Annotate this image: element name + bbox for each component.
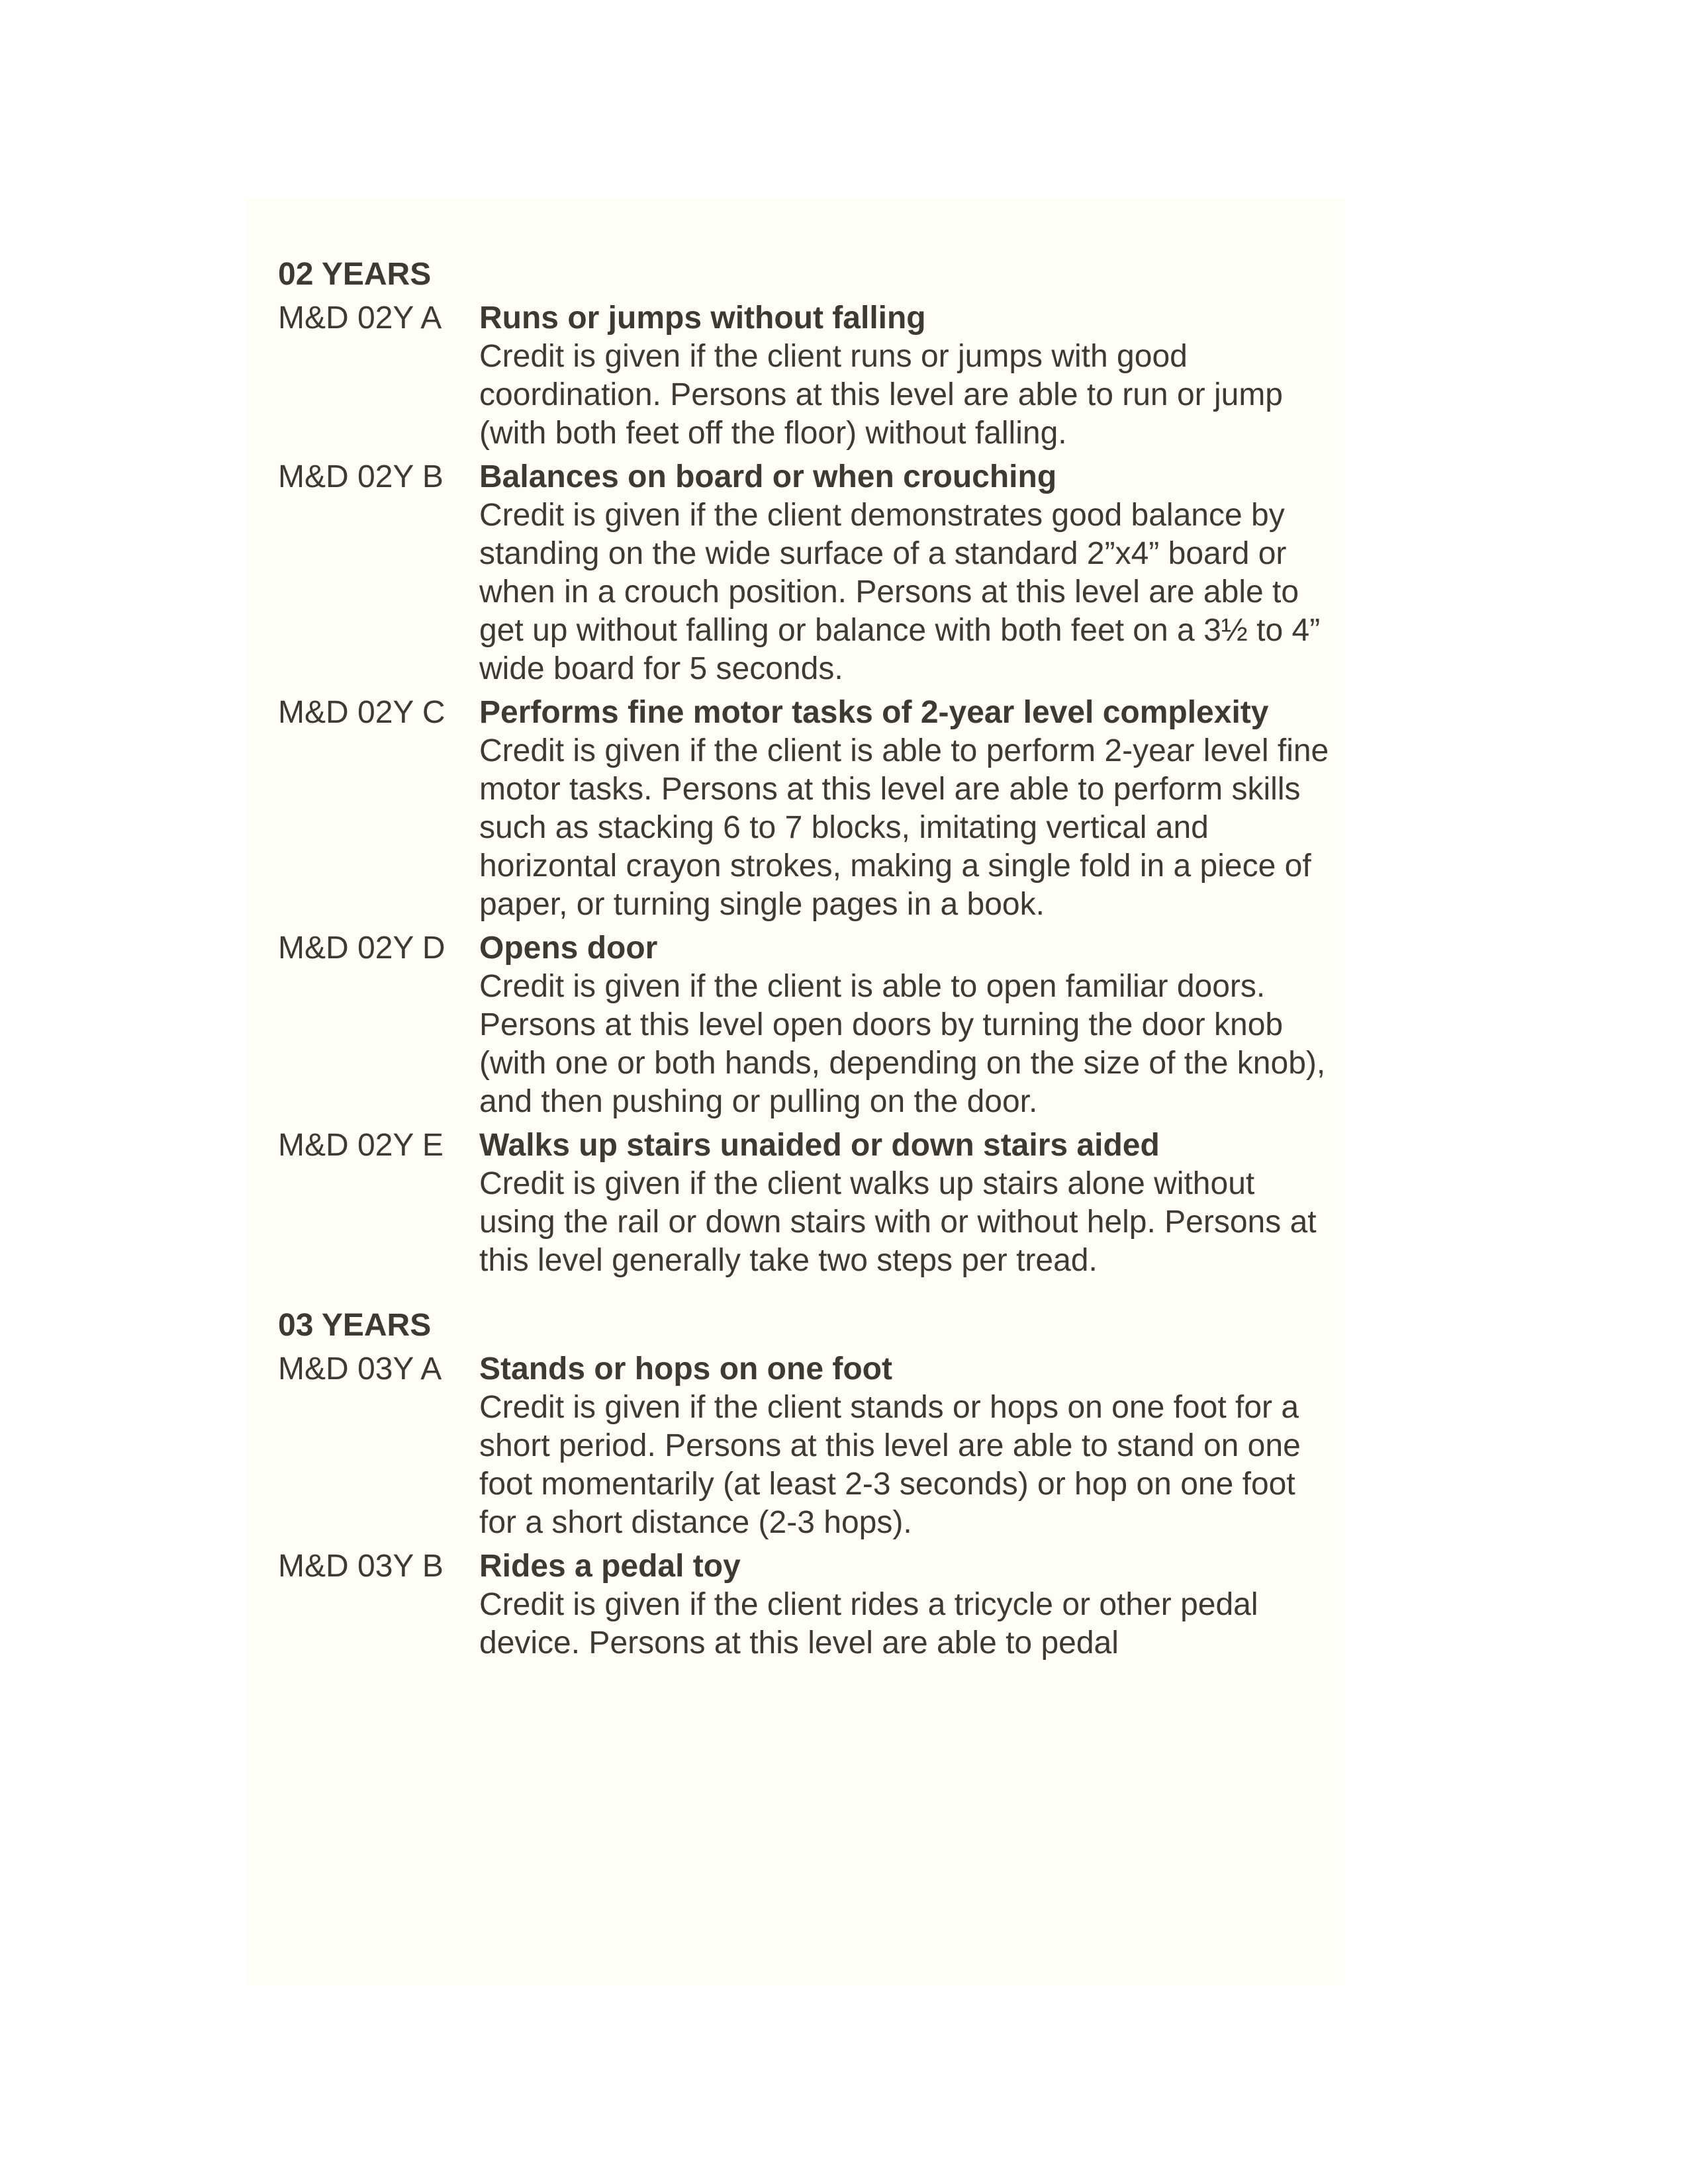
entry-body [479, 929, 1337, 1121]
section-heading: 02 YEARS [278, 257, 432, 292]
entry-title: Stands or hops on one foot [479, 1351, 892, 1387]
entry-description: Credit is given if the client runs or jumps with good coordination. Persons at this level are able to run or jump (with both feet off the floor) without falling. [479, 339, 1283, 451]
entry-body [479, 458, 1337, 688]
document-content [278, 255, 1337, 1662]
entry-description: Credit is given if the client walks up stairs alone without using the rail or down stairs with or without help. Persons at this level generally take two steps per tread. [479, 1166, 1317, 1278]
entry-title: Walks up stairs unaided or down stairs aided [479, 1128, 1160, 1163]
entry-body [479, 1547, 1337, 1662]
entry-description: Credit is given if the client stands or hops on one foot for a short period. Persons at this level are able to stand on one foot momentarily (at least 2-3 seconds) or hop on one foot for a short distance (2-3 hops). [479, 1390, 1301, 1540]
entry-title: Balances on board or when crouching [479, 459, 1057, 494]
entry-description: Credit is given if the client is able to perform 2-year level fine motor tasks. Persons at this level are able to perform skills such as stacking 6 to 7 blocks, imitating vertical and horizontal crayon strokes, making a single fold in a piece of paper, or turning single pages in a book. [479, 733, 1329, 922]
entry-md-02y-d [278, 929, 1337, 1121]
entry-md-02y-b [278, 458, 1337, 688]
entry-md-03y-b [278, 1547, 1337, 1662]
entry-code: M&D 02Y D [278, 931, 445, 966]
entry-description: Credit is given if the client is able to open familiar doors. Persons at this level open doors by turning the door knob (with one or both hands, depending on the size of the knob), and then pushing or pulling on the door. [479, 969, 1326, 1119]
section-03-years [278, 1306, 1337, 1662]
entry-md-02y-c [278, 694, 1337, 924]
entry-md-03y-a [278, 1350, 1337, 1542]
entry-code: M&D 02Y C [278, 695, 445, 730]
entry-code: M&D 02Y A [278, 300, 442, 336]
entry-title: Runs or jumps without falling [479, 300, 926, 336]
entry-description: Credit is given if the client rides a tricycle or other pedal device. Persons at this level are able to pedal [479, 1587, 1258, 1661]
entry-md-02y-a [278, 299, 1337, 453]
entry-title: Performs fine motor tasks of 2-year level complexity [479, 695, 1269, 730]
entry-title: Rides a pedal toy [479, 1549, 741, 1584]
entry-body [479, 1126, 1337, 1280]
entry-code: M&D 03Y A [278, 1351, 442, 1387]
entry-code: M&D 03Y B [278, 1549, 444, 1584]
entry-md-02y-e [278, 1126, 1337, 1280]
entry-code: M&D 02Y B [278, 459, 444, 494]
section-02-years [278, 255, 1337, 1280]
entry-body [479, 299, 1337, 453]
entry-description: Credit is given if the client demonstrates good balance by standing on the wide surface of a standard 2”x4” board or when in a crouch position. Persons at this level are able to get up without falling or balance with both feet on a 3½ to 4” wide board for 5 seconds. [479, 498, 1321, 686]
entry-body [479, 1350, 1337, 1542]
entry-title: Opens door [479, 931, 658, 966]
entry-code: M&D 02Y E [278, 1128, 444, 1163]
entry-body [479, 694, 1337, 924]
section-heading: 03 YEARS [278, 1308, 432, 1343]
